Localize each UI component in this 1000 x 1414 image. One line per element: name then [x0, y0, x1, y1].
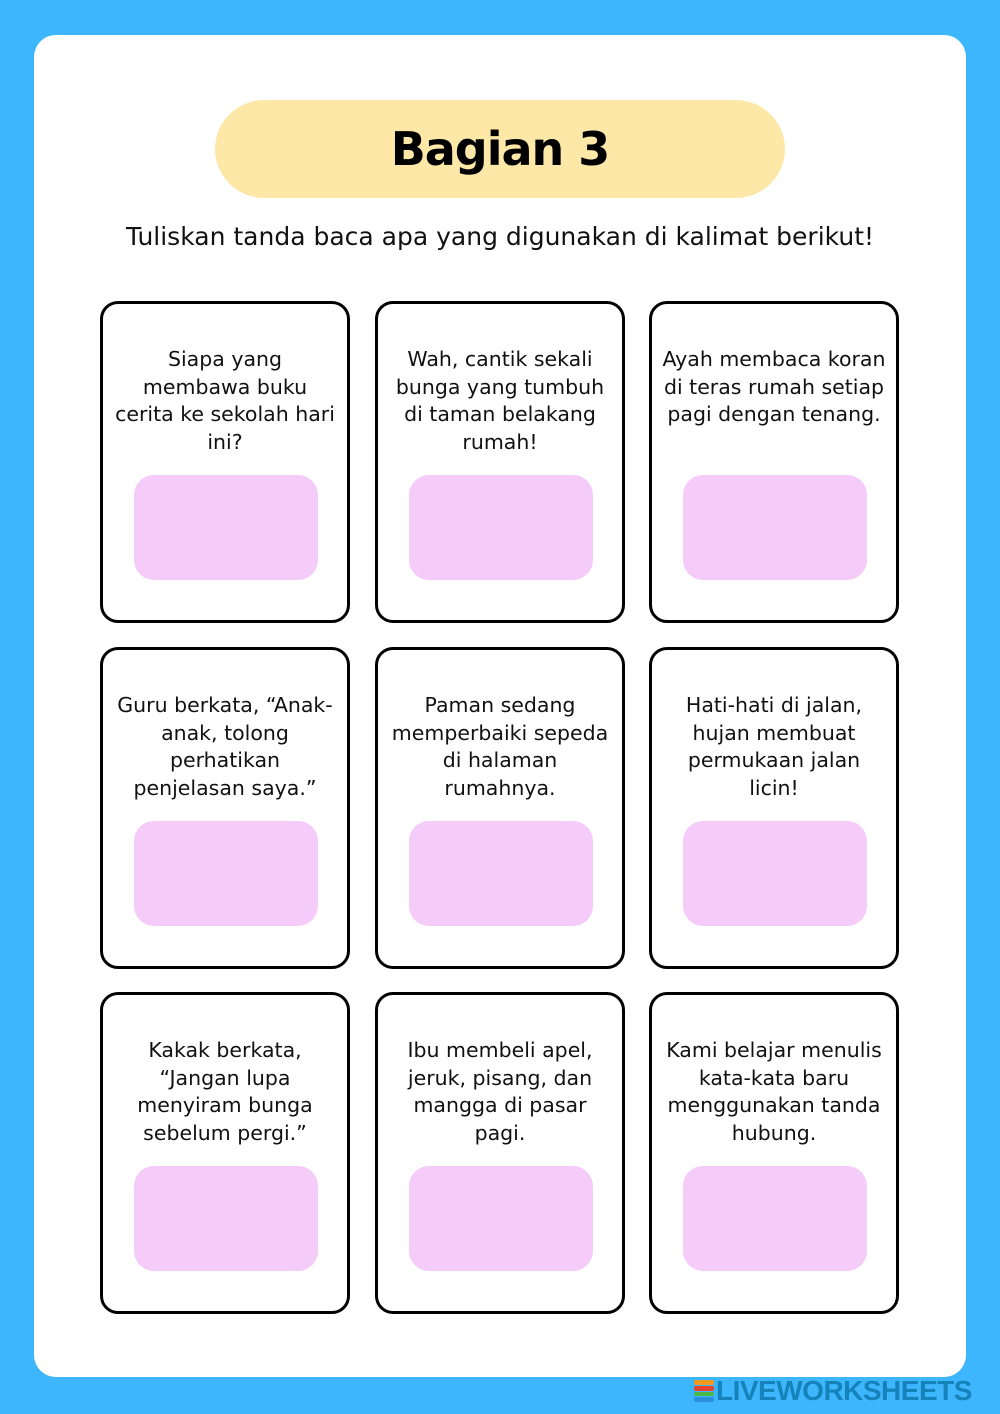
answer-field[interactable] [134, 475, 318, 580]
question-card-3 [649, 301, 899, 623]
question-card-4 [100, 647, 350, 969]
question-text: Paman sedang memperbaiki sepeda di halaman rumahnya. [391, 693, 609, 800]
answer-field[interactable] [134, 821, 318, 926]
question-card-9 [649, 992, 899, 1314]
question-text: Guru berkata, “Anak-anak, tolong perhatikan penjelasan saya.” [117, 693, 333, 800]
liveworksheets-logo-icon [694, 1380, 714, 1402]
title-banner [215, 100, 785, 198]
question-text: Wah, cantik sekali bunga yang tumbuh di taman belakang rumah! [395, 347, 605, 454]
answer-field[interactable] [409, 1166, 593, 1271]
question-text: Hati-hati di jalan, hujan membuat permukaan jalan licin! [685, 693, 863, 800]
answer-field[interactable] [134, 1166, 318, 1271]
liveworksheets-brand [694, 1376, 972, 1406]
question-text: Ibu membeli apel, jeruk, pisang, dan mangga di pasar pagi. [407, 1038, 593, 1145]
question-card-2 [375, 301, 625, 623]
question-card-8 [375, 992, 625, 1314]
answer-field[interactable] [409, 475, 593, 580]
question-text: Siapa yang membawa buku cerita ke sekolah hari ini? [115, 347, 335, 454]
question-text: Kakak berkata, “Jangan lupa menyiram bunga sebelum pergi.” [137, 1038, 313, 1145]
question-card-6 [649, 647, 899, 969]
answer-field[interactable] [683, 1166, 867, 1271]
answer-field[interactable] [683, 821, 867, 926]
brand-name: LIVEWORKSHEETS [716, 1375, 972, 1406]
answer-field[interactable] [683, 475, 867, 580]
question-text: Ayah membaca koran di teras rumah setiap pagi dengan tenang. [662, 347, 886, 426]
page-title: Bagian 3 [390, 122, 610, 176]
question-card-5 [375, 647, 625, 969]
question-card-7 [100, 992, 350, 1314]
question-text: Kami belajar menulis kata-kata baru menggunakan tanda hubung. [666, 1038, 882, 1145]
answer-field[interactable] [409, 821, 593, 926]
instruction-text: Tuliskan tanda baca apa yang digunakan di kalimat berikut! [125, 222, 875, 251]
question-card-1 [100, 301, 350, 623]
